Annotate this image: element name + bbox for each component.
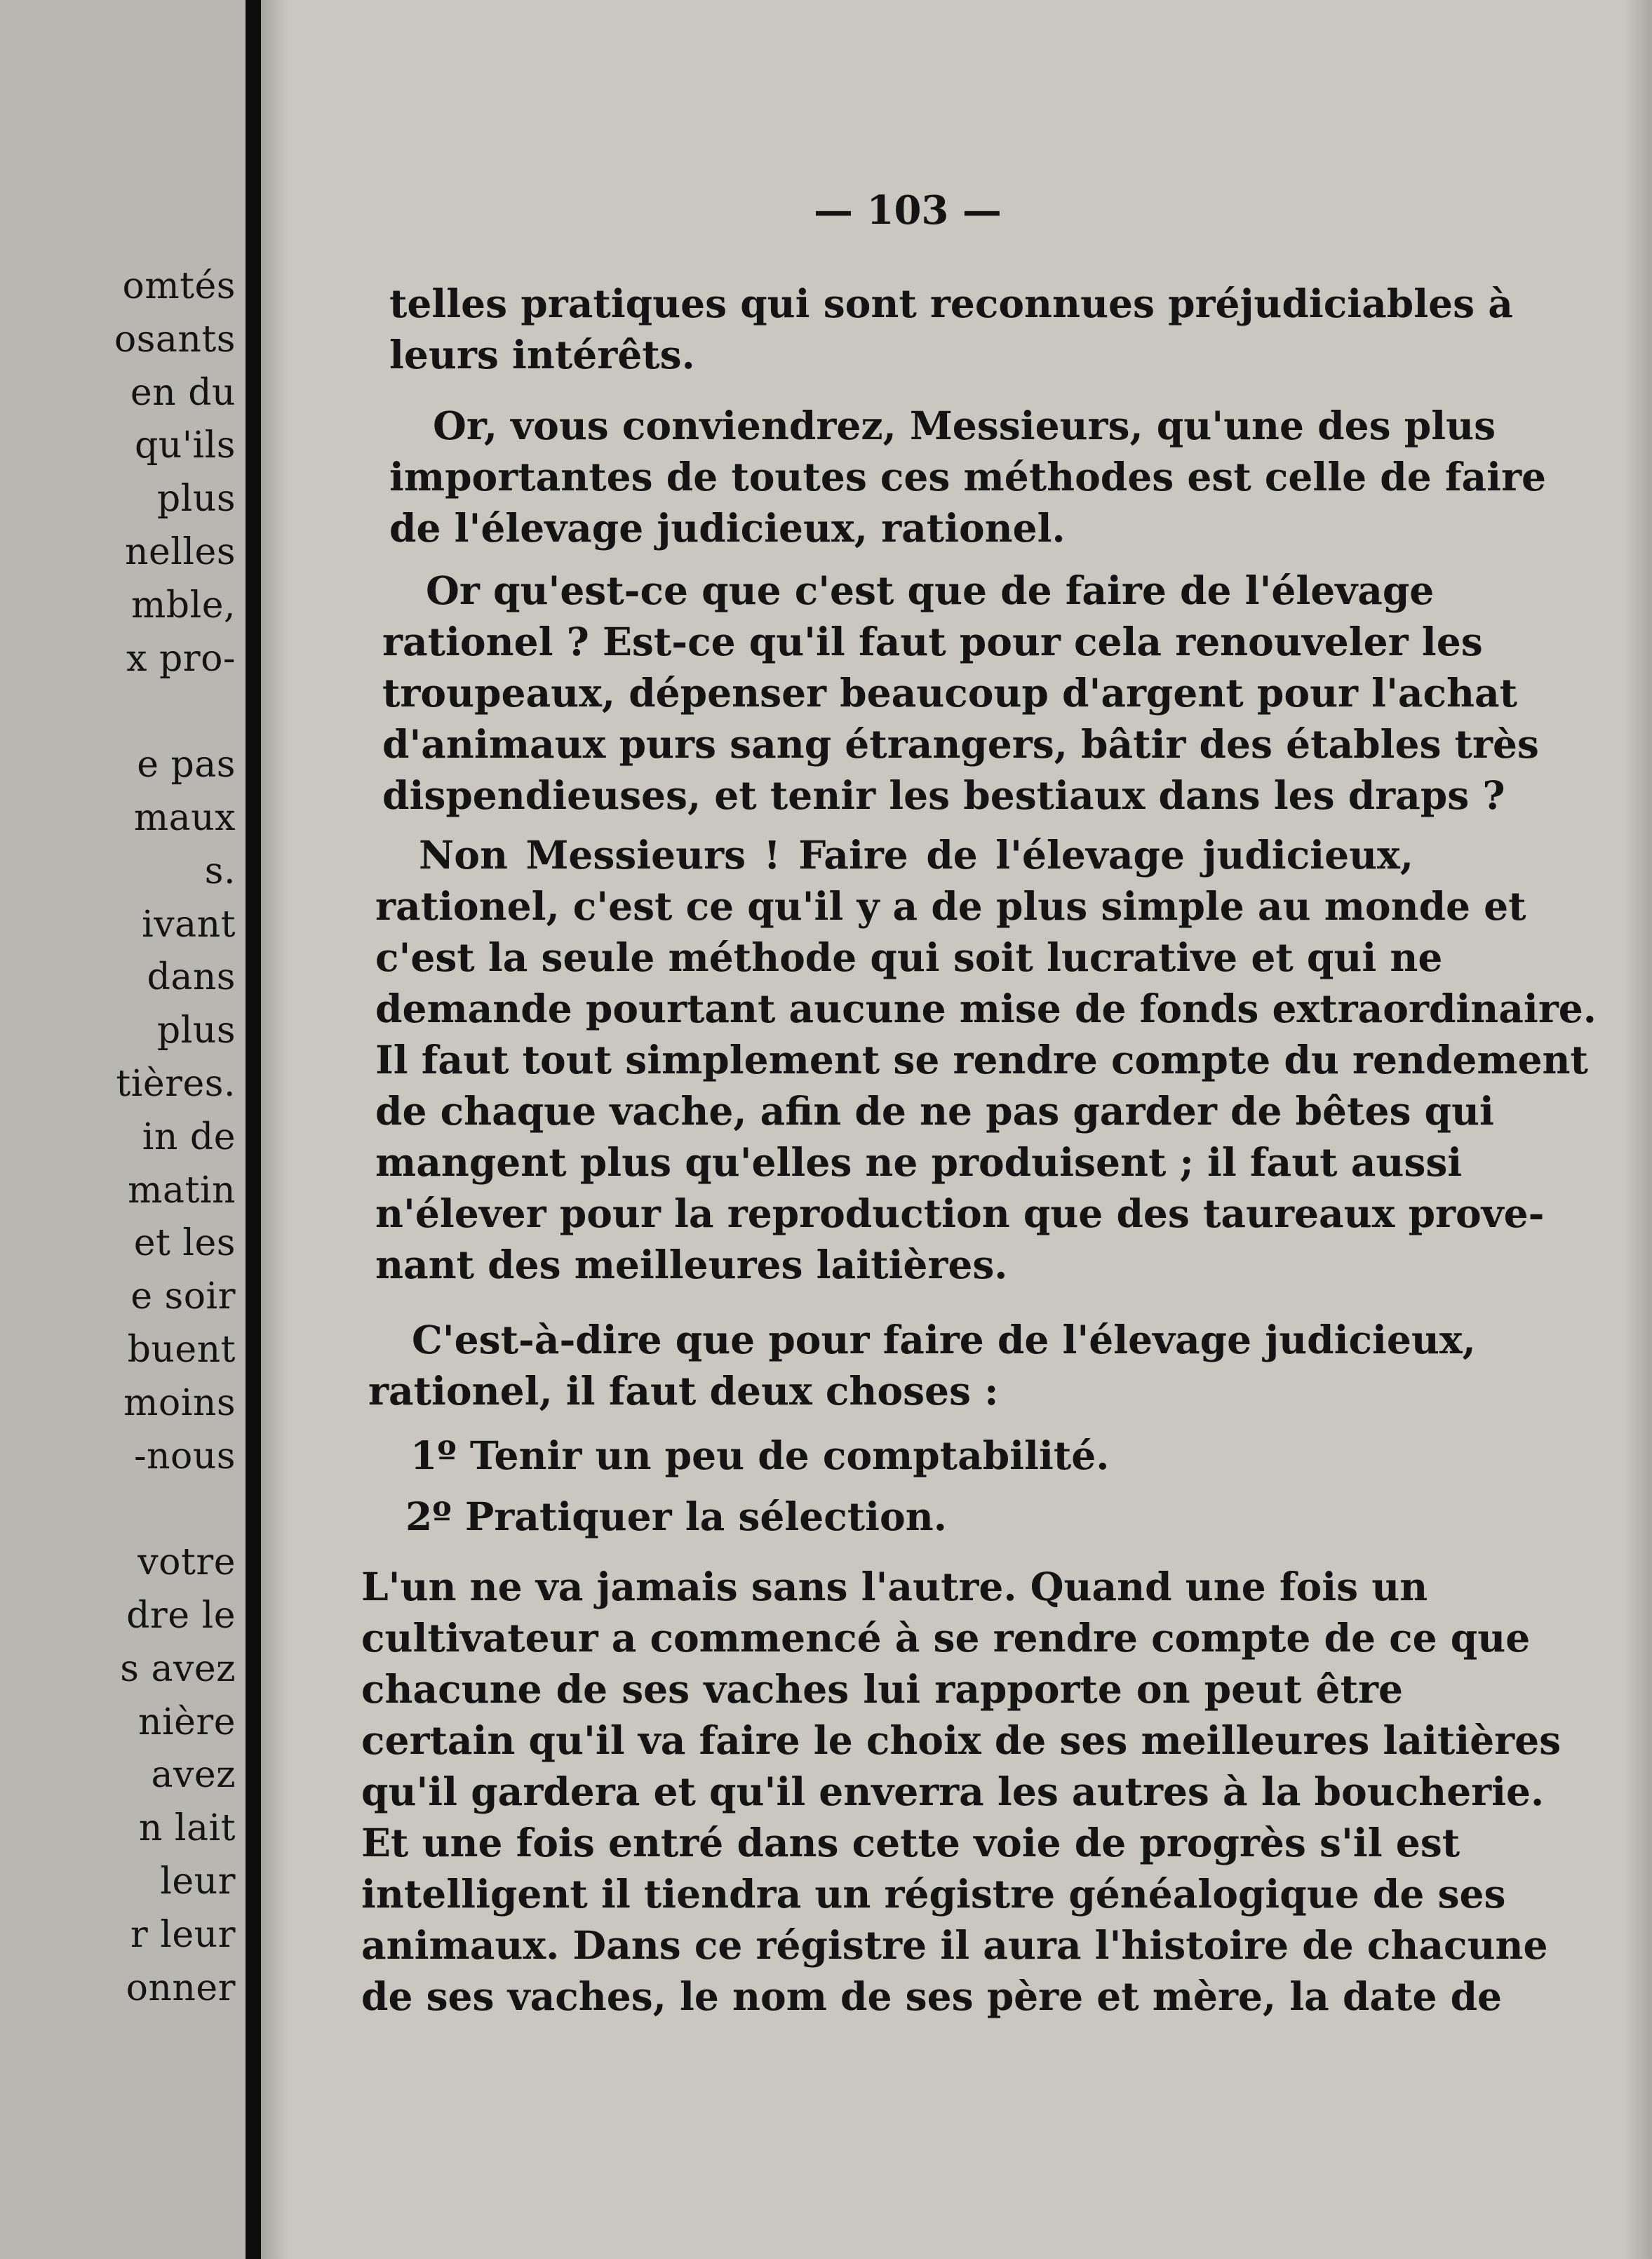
text-line: d'animaux purs sang étrangers, bâtir des étables très bbox=[382, 721, 1539, 767]
gutter-rule bbox=[246, 0, 261, 2259]
text-line: Non Messieurs ! Faire de l'élevage judicieux, bbox=[419, 832, 1413, 878]
text-line: dispendieuses, et tenir les bestiaux dans les draps ? bbox=[382, 772, 1505, 818]
left-page-line: nelles bbox=[125, 531, 236, 573]
text-line: nant des meilleures laitières. bbox=[375, 1242, 1008, 1287]
text-line: de l'élevage judicieux, rationel. bbox=[389, 505, 1066, 551]
text-line: Or qu'est-ce que c'est que de faire de l'élevage bbox=[426, 568, 1435, 613]
text-line: Or, vous conviendrez, Messieurs, qu'une des plus bbox=[433, 403, 1496, 448]
text-line: qu'il gardera et qu'il enverra les autres à la boucherie. bbox=[361, 1769, 1545, 1814]
page-edge-shadow bbox=[1624, 0, 1652, 2259]
text-line: troupeaux, dépenser beaucoup d'argent pour l'achat bbox=[382, 670, 1518, 716]
paragraph bbox=[405, 1491, 1107, 1542]
text-line: de ses vaches, le nom de ses père et mère, la date de bbox=[361, 1973, 1503, 2019]
left-page-line: matin bbox=[128, 1169, 236, 1212]
left-page-line: omtés bbox=[122, 265, 236, 307]
text-line: c'est la seule méthode qui soit lucrative et qui ne bbox=[375, 934, 1443, 980]
left-page-line: in de bbox=[142, 1115, 236, 1158]
left-page-line: -nous bbox=[133, 1435, 236, 1477]
paragraph bbox=[375, 829, 1597, 1290]
text-line: n'élever pour la reproduction que des taureaux prove- bbox=[375, 1191, 1545, 1236]
paragraph bbox=[410, 1430, 1112, 1481]
text-line: C'est-à-dire que pour faire de l'élevage judicieux, bbox=[412, 1317, 1476, 1362]
text-line: 1º Tenir un peu de comptabilité. bbox=[410, 1433, 1110, 1478]
left-page-line: nière bbox=[137, 1701, 236, 1743]
paragraph bbox=[361, 1561, 1562, 2022]
left-page-line: osants bbox=[114, 318, 236, 361]
left-page-line: s avez bbox=[120, 1647, 236, 1690]
text-line: 2º Pratiquer la sélection. bbox=[405, 1494, 947, 1539]
left-page-line: plus bbox=[156, 1010, 236, 1052]
text-line: de chaque vache, afin de ne pas garder de bêtes qui bbox=[375, 1088, 1494, 1134]
left-page-line: plus bbox=[156, 478, 236, 521]
text-line: Et une fois entré dans cette voie de progrès s'il est bbox=[361, 1820, 1460, 1865]
left-page-line: tières. bbox=[116, 1063, 236, 1105]
text-line: telles pratiques qui sont reconnues préjudiciables à bbox=[389, 281, 1513, 326]
text-line: animaux. Dans ce régistre il aura l'histoire de chacune bbox=[361, 1922, 1548, 1968]
left-page-line: ivant bbox=[142, 903, 236, 946]
left-page-line: dans bbox=[147, 956, 236, 999]
paragraph bbox=[389, 278, 1513, 380]
text-line: importantes de toutes ces méthodes est celle de faire bbox=[389, 454, 1547, 500]
text-line: chacune de ses vaches lui rapporte on peut être bbox=[361, 1666, 1403, 1712]
text-line: Il faut tout simplement se rendre compte du rendement bbox=[375, 1037, 1588, 1082]
text-line: intelligent il tiendra un régistre généalogique de ses bbox=[361, 1871, 1506, 1917]
text-line: leurs intérêts. bbox=[389, 332, 695, 377]
left-page-line: s. bbox=[204, 850, 236, 892]
left-page-line: r leur bbox=[130, 1913, 236, 1956]
left-page-line: qu'ils bbox=[134, 424, 236, 467]
left-page-line: dre le bbox=[126, 1595, 236, 1637]
left-page-line: mble, bbox=[130, 584, 236, 626]
paragraph bbox=[368, 1314, 1476, 1416]
gutter-shadow bbox=[261, 0, 289, 2259]
left-page-line: n lait bbox=[138, 1807, 236, 1850]
text-line: rationel, il faut deux choses : bbox=[368, 1368, 999, 1414]
text-line: demande pourtant aucune mise de fonds extraordinaire. bbox=[375, 986, 1597, 1031]
paragraph bbox=[389, 400, 1547, 554]
left-page-line: avez bbox=[151, 1754, 236, 1797]
left-page-line: e pas bbox=[137, 744, 236, 786]
text-line: mangent plus qu'elles ne produisent ; il faut aussi bbox=[375, 1139, 1463, 1185]
left-page-line: onner bbox=[126, 1966, 236, 2009]
left-page-line: leur bbox=[160, 1861, 236, 1903]
paragraph bbox=[382, 565, 1539, 821]
left-page-line: buent bbox=[127, 1329, 236, 1371]
text-line: cultivateur a commencé à se rendre compte de ce que bbox=[361, 1615, 1531, 1661]
left-page-line: e soir bbox=[130, 1275, 236, 1318]
left-page-fragment bbox=[0, 0, 246, 2259]
left-page-line: et les bbox=[133, 1222, 236, 1265]
text-line: L'un ne va jamais sans l'autre. Quand une fois un bbox=[361, 1564, 1428, 1609]
left-page-line: votre bbox=[137, 1541, 236, 1584]
page-number: — 103 — bbox=[814, 187, 1002, 234]
left-page-line: maux bbox=[133, 797, 236, 839]
left-page-line: en du bbox=[130, 371, 236, 414]
left-page-line: moins bbox=[123, 1381, 236, 1424]
left-page-line: x pro- bbox=[126, 637, 236, 680]
text-line: certain qu'il va faire le choix de ses meilleures laitières bbox=[361, 1717, 1562, 1763]
text-line: rationel ? Est-ce qu'il faut pour cela renouveler les bbox=[382, 619, 1483, 664]
text-line: rationel, c'est ce qu'il y a de plus simple au monde et bbox=[375, 883, 1526, 929]
